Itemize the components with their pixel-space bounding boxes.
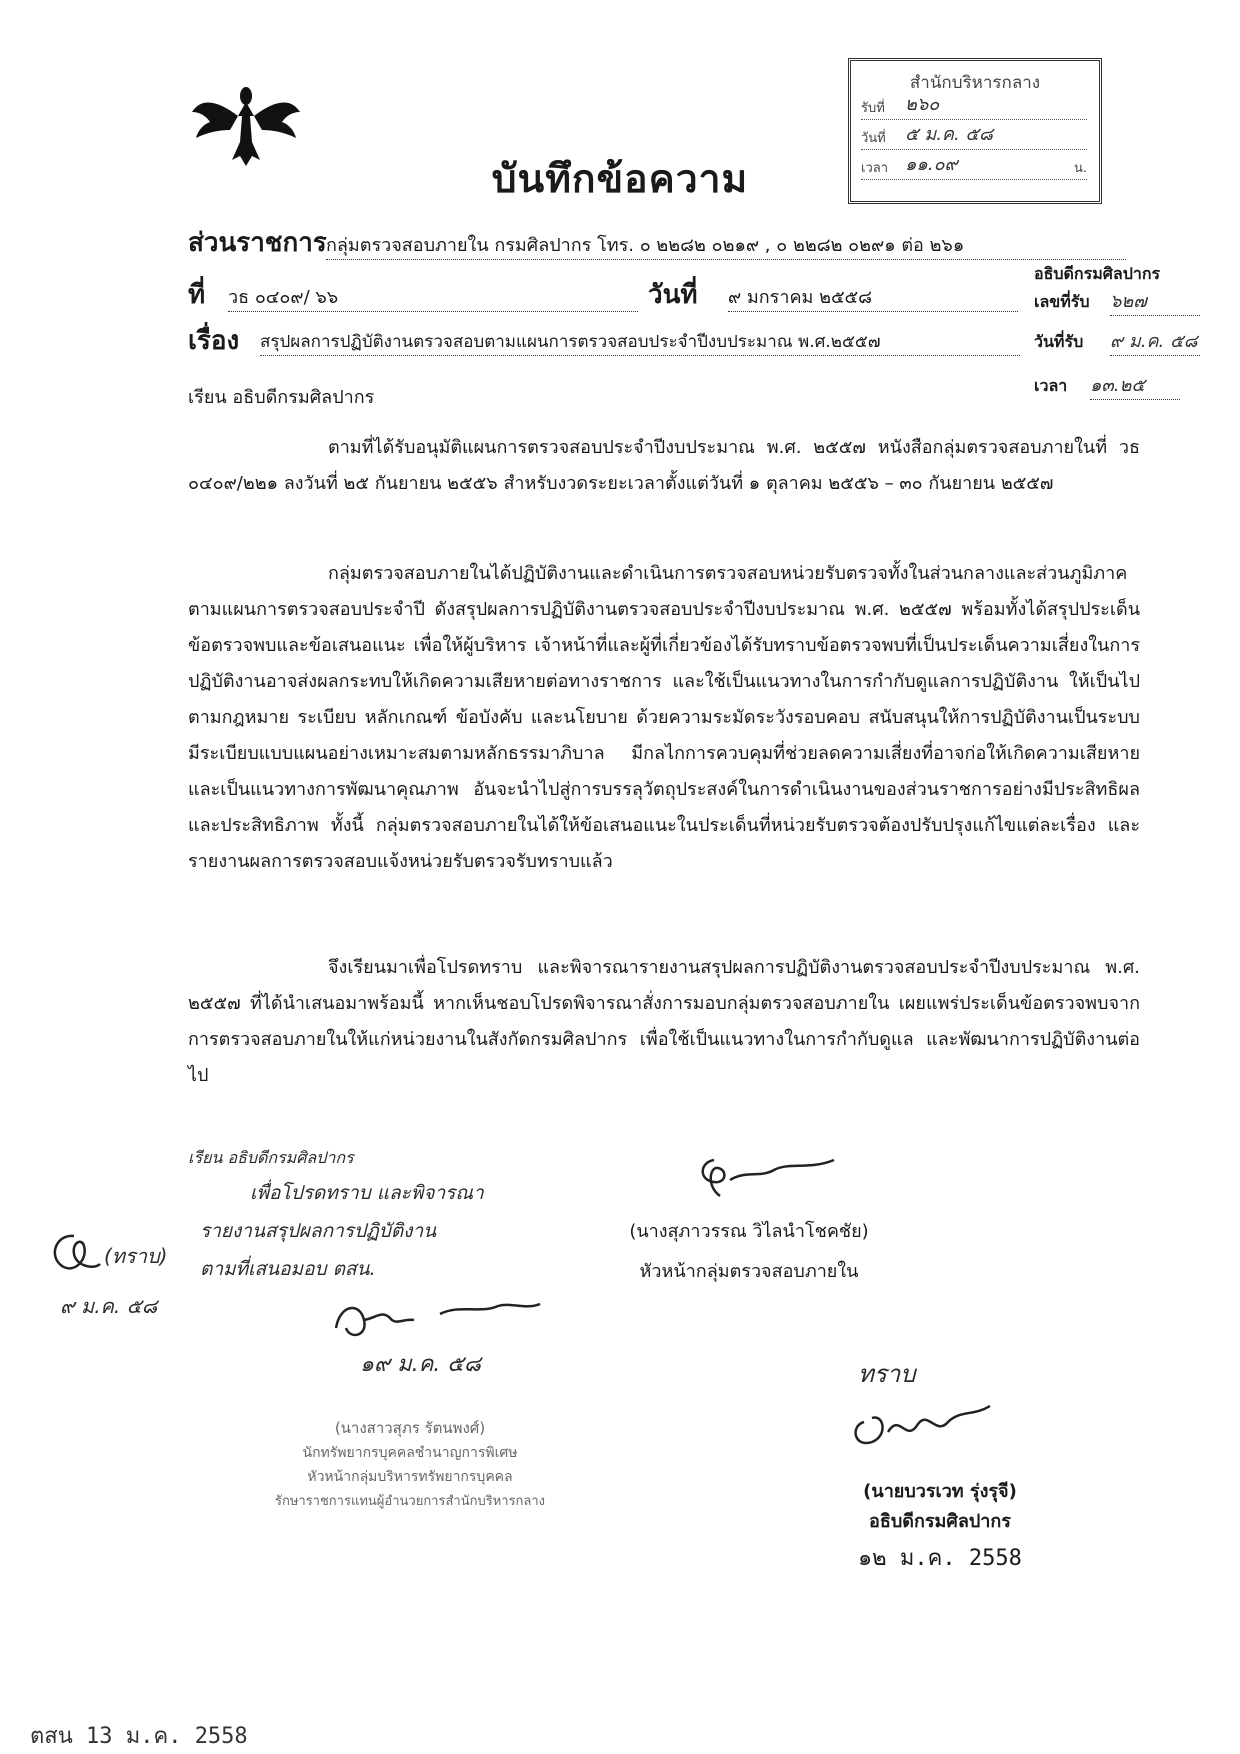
- director-receipt-number-value: ๖๒๗: [1110, 286, 1200, 316]
- footer-received-stamp: ตสน 13 ม.ค. 2558: [30, 1724, 248, 1749]
- margin-signature-icon: [44, 1226, 104, 1276]
- director-note: ทราบ: [858, 1360, 916, 1388]
- margin-note-text: (ทราบ): [104, 1244, 168, 1268]
- document-title: บันทึกข้อความ: [491, 157, 749, 202]
- receipt-stamp-label: เวลา: [861, 161, 889, 176]
- director-receipt-title: อธิบดีกรมศิลปากร: [1034, 264, 1161, 283]
- signer-admin-position-1: นักทรัพยากรบุคคลชำนาญการพิเศษ: [302, 1445, 518, 1461]
- ref-value: วธ ๐๔๐๙/ ๖๖: [228, 282, 638, 312]
- director-receipt-date-value: ๙ ม.ค. ๕๘: [1110, 326, 1200, 356]
- date-value: ๙ มกราคม ๒๕๕๘: [728, 282, 1018, 312]
- receipt-stamp-row-number: [861, 94, 1087, 120]
- receipt-stamp-value: ๑๑.๐๙: [905, 154, 958, 175]
- receipt-stamp-value: ๒๖๐: [905, 94, 940, 115]
- director-signature-icon: [844, 1392, 994, 1462]
- body-paragraph-2: กลุ่มตรวจสอบภายในได้ปฏิบัติงานและดำเนินการตรวจสอบหน่วยรับตรวจทั้งในส่วนกลางและส่วนภูมิภาค ตามแผนการตรวจสอบประจำปี ดังสรุปผลการปฏิบัติงานตรวจสอบประจำปีงบประมาณ พ.ศ. ๒๕๕๗ พร้อมทั้งได้สรุปประเด็นข้อตรวจพบและข้อเสนอแนะ เพื่อให้ผู้บริหาร เจ้าหน้าที่และผู้ที่เกี่ยวข้องได้รับทราบข้อตรวจพบที่เป็นประเด็นความเสี่ยงในการปฏิบัติงานอาจส่งผลกระทบให้เกิดความเสียหายต่อทางราชการ และใช้เป็นแนวทางในการกำกับดูแลการปฏิบัติงาน ให้เป็นไปตามกฎหมาย ระเบียบ หลักเกณฑ์ ข้อบังคับ และนโยบาย ด้วยความระมัดระวังรอบคอบ สนับสนุนให้การปฏิบัติงานเป็นระบบ มีระเบียบแบบแผนอย่างเหมาะสมตามหลักธรรมาภิบาล มีกลไกการควบคุมที่ช่วยลดความเสี่ยงที่อาจก่อให้เกิดความเสียหายและเป็นแนวทางการพัฒนาคุณภาพ อันจะนำไปสู่การบรรลุวัตถุประสงค์ในการดำเนินงานของส่วนราชการอย่างมีประสิทธิผลและประสิทธิภาพ ทั้งนี้ กลุ่มตรวจสอบภายในได้ให้ข้อเสนอแนะในประเด็นที่หน่วยรับตรวจต้องปรับปรุงแก้ไขแต่ละเรื่อง และรายงานผลการตรวจสอบแจ้งหน่วยรับตรวจรับทราบแล้ว: [188, 563, 1140, 872]
- receipt-stamp-value: ๕ ม.ค. ๕๘: [905, 124, 993, 145]
- handwritten-note-date: ๑๙ ม.ค. ๕๘: [360, 1352, 481, 1377]
- signer-main-position: หัวหน้ากลุ่มตรวจสอบภายใน: [639, 1261, 859, 1282]
- margin-note-date: ๙ ม.ค. ๕๘: [60, 1294, 158, 1318]
- receipt-stamp-suffix: น.: [1073, 161, 1087, 176]
- director-receipt-number-label: เลขที่รับ: [1034, 292, 1090, 311]
- department-row: [188, 222, 1138, 258]
- handwritten-note-line-2: เพื่อโปรดทราบ และพิจารณา: [250, 1182, 484, 1204]
- department-label: ส่วนราชการ: [188, 228, 327, 258]
- director-receipt-time-value: ๑๓.๒๕: [1090, 370, 1180, 400]
- signer-admin-name: (นางสาวสุภร รัตนพงศ์): [334, 1419, 486, 1437]
- subject-label: เรื่อง: [188, 326, 240, 356]
- receipt-stamp-title: สำนักบริหารกลาง: [909, 73, 1041, 93]
- ref-label: ที่: [188, 280, 206, 310]
- handwritten-note-line-1: เรียน อธิบดีกรมศิลปากร: [188, 1148, 354, 1167]
- head-signature-icon: [690, 1140, 840, 1210]
- date-label: วันที่: [648, 280, 698, 310]
- receipt-stamp-label: รับที่: [861, 101, 885, 116]
- receipt-stamp-row-date: [861, 124, 1087, 150]
- signer-main-name: (นางสุภาวรรณ วิไลนำโชคชัย): [629, 1221, 869, 1242]
- ref-date-row: [188, 274, 1018, 310]
- department-value: กลุ่มตรวจสอบภายใน กรมศิลปากร โทร. ๐ ๒๒๘๒ ๐๒๑๙ , ๐ ๒๒๘๒ ๐๒๙๑ ต่อ ๒๖๑: [326, 230, 1126, 260]
- handwritten-note-line-3: รายงานสรุปผลการปฏิบัติงาน: [200, 1220, 437, 1242]
- subject-value: สรุปผลการปฏิบัติงานตรวจสอบตามแผนการตรวจสอบประจำปีงบประมาณ พ.ศ.๒๕๕๗: [260, 328, 1020, 356]
- admin-signature-icon: [330, 1288, 550, 1348]
- director-position: อธิบดีกรมศิลปากร: [869, 1511, 1011, 1532]
- salutation: เรียน อธิบดีกรมศิลปากร: [188, 387, 375, 408]
- director-name: (นายบวรเวท รุ่งรุจี): [863, 1481, 1017, 1502]
- director-receipt-time-label: เวลา: [1034, 376, 1068, 395]
- director-date-stamp: ๑๒ ม.ค. 2558: [858, 1546, 1022, 1571]
- signer-admin-position-3: รักษาราชการแทนผู้อำนวยการสำนักบริหารกลาง: [274, 1494, 546, 1509]
- receipt-stamp-label: วันที่: [861, 131, 886, 146]
- handwritten-note-line-4: ตามที่เสนอมอบ ตสน.: [200, 1258, 376, 1280]
- director-receipt-date-label: วันที่รับ: [1034, 332, 1084, 351]
- body-paragraph-1: ตามที่ได้รับอนุมัติแผนการตรวจสอบประจำปีงบประมาณ พ.ศ. ๒๕๕๗ หนังสือกลุ่มตรวจสอบภายในที่ วธ ๐๔๐๙/๒๒๑ ลงวันที่ ๒๕ กันยายน ๒๕๕๖ สำหรับงวดระยะเวลาตั้งแต่วันที่ ๑ ตุลาคม ๒๕๕๖ – ๓๐ กันยายน ๒๕๕๗: [188, 437, 1140, 494]
- subject-row: [188, 320, 1028, 356]
- signer-admin-position-2: หัวหน้ากลุ่มบริหารทรัพยากรบุคคล: [307, 1469, 513, 1485]
- body-paragraph-3: จึงเรียนมาเพื่อโปรดทราบ และพิจารณารายงานสรุปผลการปฏิบัติงานตรวจสอบประจำปีงบประมาณ พ.ศ. ๒๕๕๗ ที่ได้นำเสนอมาพร้อมนี้ หากเห็นชอบโปรดพิจารณาสั่งการมอบกลุ่มตรวจสอบภายใน เผยแพร่ประเด็นข้อตรวจพบจากการตรวจสอบภายในให้แก่หน่วยงานในสังกัดกรมศิลปากร เพื่อใช้เป็นแนวทางในการกำกับดูแล และพัฒนาการปฏิบัติงานต่อไป: [188, 957, 1140, 1086]
